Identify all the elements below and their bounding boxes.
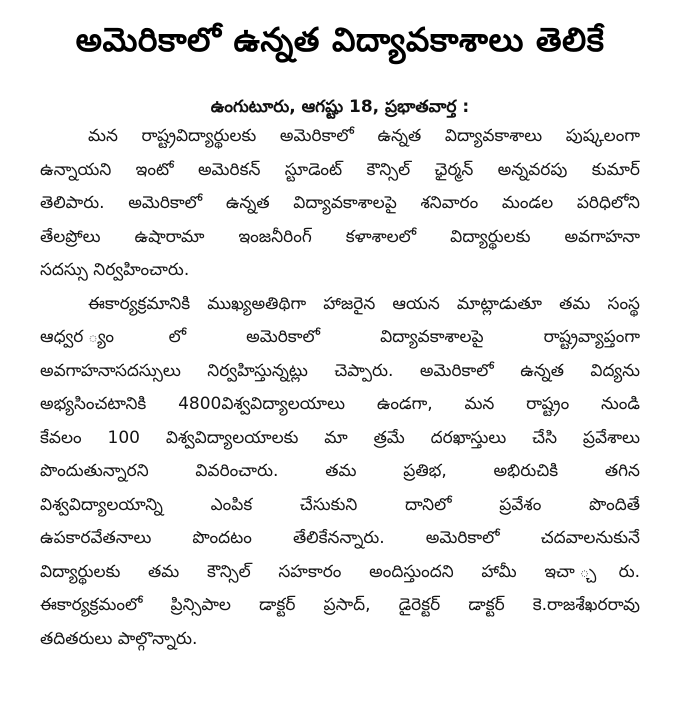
paragraph-line: పొందుతున్నారని వివరించారు. తమ ప్రతిభ, అభిరుచికి తగిన [40, 461, 640, 481]
paragraph-line: అవగాహనాసదస్సులు నిర్వహిస్తున్నట్లు చెప్పారు. అమెరికాలో ఉన్నత విద్యను [40, 360, 640, 381]
paragraph-line: ఉన్నాయని ఇంటో అమెరికన్ స్టూడెంట్ కౌన్సిల్ ఛైర్మన్ అన్నవరపు కుమార్ [40, 159, 640, 180]
paragraph-2 [40, 288, 640, 657]
paragraph-line: తేలప్రోలు ఉషారామా ఇంజనీరింగ్ కళాశాలలో విద్యార్థులకు అవగాహనా [40, 226, 640, 247]
paragraph-line: విశ్వవిద్యాలయాన్ని ఎంపిక చేసుకుని దానిలో ప్రవేశం పొందితే [40, 494, 640, 515]
paragraph-line: సదస్సు నిర్వహించారు. [40, 260, 190, 280]
headline: అమెరికాలో ఉన్నత విద్యావకాశాలు తెలికే [75, 20, 605, 59]
paragraph-line: తెలిపారు. అమెరికాలో ఉన్నత విద్యావకాశాలపై శనివారం మండల పరిధిలోని [40, 193, 640, 213]
paragraph-line: ఈకార్యక్రమానికి ముఖ్యఅతిథిగా హాజరైన ఆయన మాట్లాడుతూ తమ సంస్థ [88, 293, 640, 314]
paragraph-line: కేవలం 100 విశ్వవిద్యాలయాలకు మా త్రమే దరఖాస్తులు చేసి ప్రవేశాలు [40, 427, 640, 448]
paragraph-line: తదితరులు పాల్గొన్నారు. [40, 628, 198, 649]
paragraph-line: ఉపకారవేతనాలు పొందటం తేలికేనన్నారు. అమెరికాలో చదవాలనుకునే [40, 528, 640, 548]
paragraph-line: మన రాష్ట్రవిద్యార్థులకు అమెరికాలో ఉన్నత విద్యావకాశాలు పుష్కలంగా [88, 126, 640, 146]
dateline: ఉంగుటూరు, ఆగష్టు 18, ప్రభాతవార్త : [210, 97, 470, 117]
paragraph-line: ఆధ్వర ్యంలో అమెరికాలో విద్యావకాశాలపై రాష్ట్రవ్యాప్తంగా [40, 327, 640, 347]
paragraph-1 [40, 120, 640, 288]
paragraph-line: ఈకార్యక్రమంలో ప్రిన్సిపాల డాక్టర్ ప్రసాద్, డైరెక్టర్ డాక్టర్ కె.రాజశేఖరరావు [40, 595, 640, 615]
paragraph-line: అభ్యసించటానికి 4800విశ్వవిద్యాలయాలు ఉండగా, మన రాష్ట్రం నుండి [40, 394, 640, 414]
paragraph-line: విద్యార్థులకు తమ కౌన్సిల్ సహకారం అందిస్తుందని హామీ ఇచా ్చరు. [40, 561, 640, 582]
